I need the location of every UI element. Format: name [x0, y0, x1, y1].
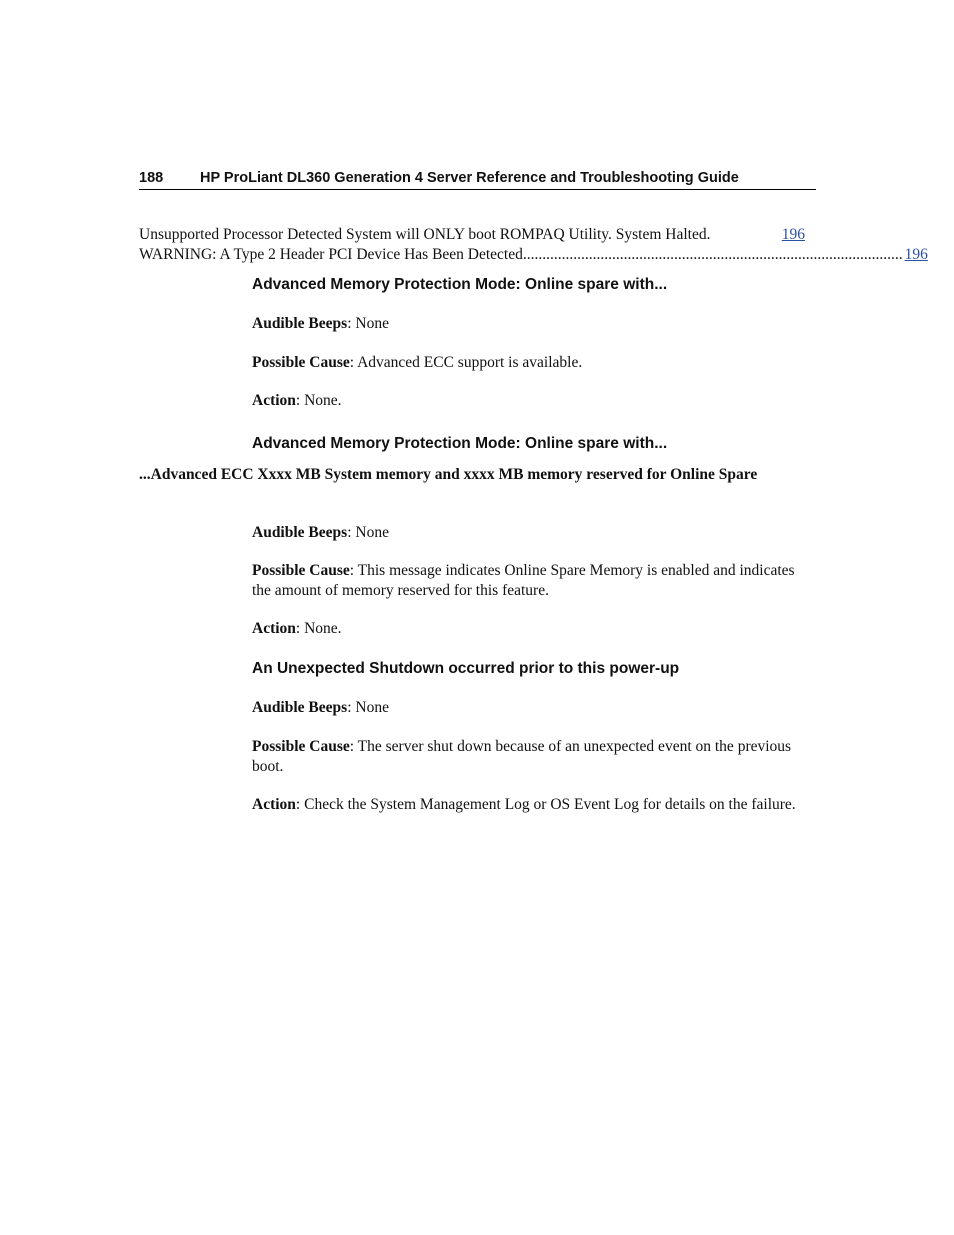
toc-page-link[interactable]: 196: [904, 245, 928, 263]
toc-entry-text: Unsupported Processor Detected System will ONLY boot ROMPAQ Utility. System Halted.: [139, 226, 711, 243]
action-value: : None.: [295, 620, 342, 637]
beeps-value: : None: [347, 699, 389, 716]
section-heading: Advanced Memory Protection Mode: Online spare with...: [252, 276, 668, 293]
cause-label: Possible Cause: [252, 562, 350, 579]
action-label: Action: [252, 796, 296, 813]
beeps-value: : None: [347, 524, 389, 541]
section-subheading: ...Advanced ECC Xxxx MB System memory and xxxx MB memory reserved for Online Spare: [139, 466, 758, 483]
action-label: Action: [252, 392, 296, 409]
page-number: 188: [139, 170, 164, 186]
toc-leader-dots: ...............................................................................................: [534, 245, 903, 263]
section-heading: An Unexpected Shutdown occurred prior to this power-up: [252, 660, 680, 677]
possible-cause: [252, 353, 812, 373]
section-heading: Advanced Memory Protection Mode: Online spare with...: [252, 435, 668, 452]
cause-label: Possible Cause: [252, 738, 350, 755]
cause-value: : The server shut down because of an unexpected event on the previous boot.: [252, 738, 792, 775]
beeps-label: Audible Beeps: [252, 699, 348, 716]
action: [252, 795, 812, 815]
audible-beeps: [252, 698, 812, 718]
action-label: Action: [252, 620, 296, 637]
cause-value: : Advanced ECC support is available.: [349, 354, 583, 371]
beeps-value: : None: [347, 315, 389, 332]
beeps-label: Audible Beeps: [252, 524, 348, 541]
possible-cause: [252, 561, 812, 600]
action-value: : Check the System Management Log or OS Event Log for details on the failure.: [295, 796, 796, 813]
cause-value: : This message indicates Online Spare Memory is enabled and indicates the amount of memory reserved for this feature.: [252, 562, 795, 599]
toc-entry: [139, 245, 928, 265]
audible-beeps: [252, 523, 812, 543]
possible-cause: [252, 737, 812, 776]
beeps-label: Audible Beeps: [252, 315, 348, 332]
toc-page-link[interactable]: 196: [781, 226, 805, 243]
toc-entry: [139, 225, 805, 245]
page-header: [139, 168, 816, 190]
header-title: HP ProLiant DL360 Generation 4 Server Reference and Troubleshooting Guide: [200, 170, 739, 186]
cause-label: Possible Cause: [252, 354, 350, 371]
action: [252, 619, 812, 639]
toc-list: [139, 225, 928, 264]
action: [252, 391, 812, 411]
audible-beeps: [252, 314, 812, 334]
toc-entry-text: WARNING: A Type 2 Header PCI Device Has Been Detected...: [139, 245, 535, 263]
action-value: : None.: [295, 392, 342, 409]
